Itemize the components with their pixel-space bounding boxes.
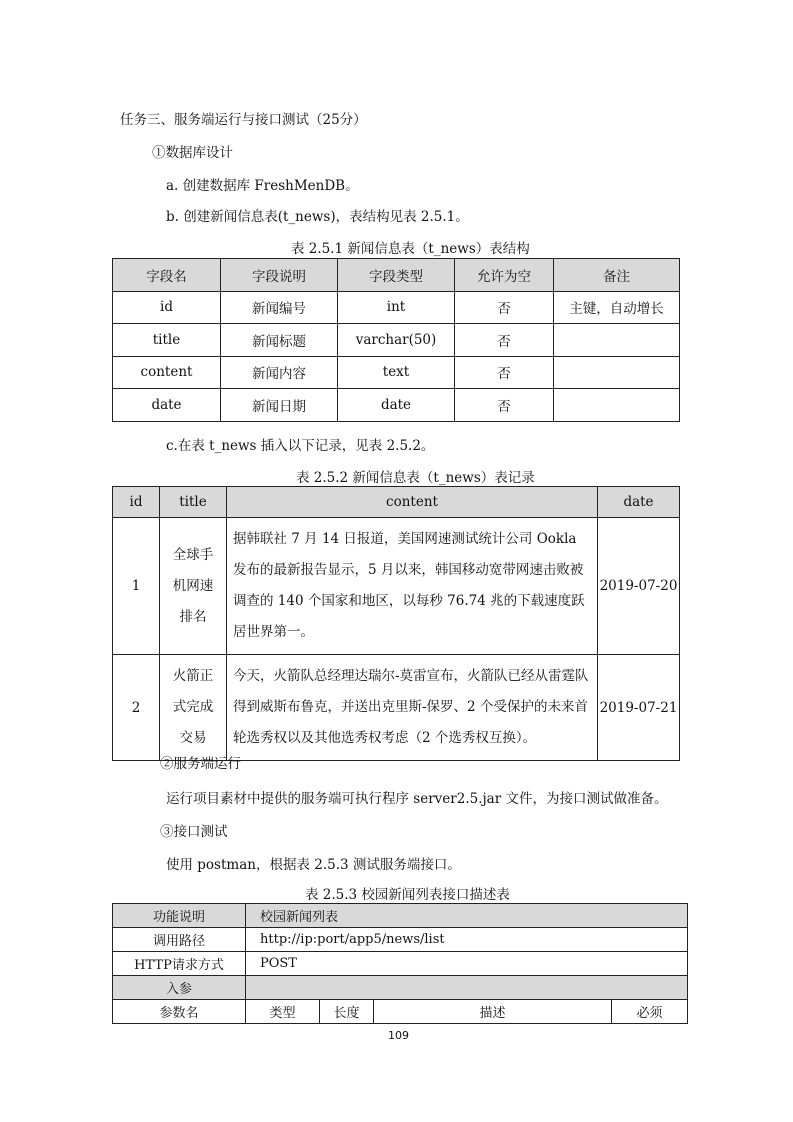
path-label: 调用路径	[113, 928, 246, 952]
table-cell: 否	[455, 324, 554, 357]
table-row	[113, 324, 680, 357]
section-heading-server: ②服务端运行	[160, 756, 241, 772]
table-cell: id	[113, 291, 221, 324]
table-row	[113, 1000, 688, 1024]
table2-caption: 表 2.5.2 新闻信息表（t_news）表记录	[296, 470, 535, 486]
record-title: 火箭正式完成交易	[172, 668, 214, 746]
column-header: id	[113, 487, 160, 518]
column-header: 字段说明	[221, 259, 338, 292]
input-spacer	[246, 976, 688, 1000]
page-number: 109	[388, 1029, 409, 1042]
table-cell	[160, 518, 227, 655]
table-cell: title	[113, 324, 221, 357]
table-cell: int	[338, 291, 455, 324]
task-title: 任务三、服务端运行与接口测试（25分）	[120, 112, 367, 128]
step-a: a. 创建数据库 FreshMenDB。	[166, 178, 359, 194]
column-header: 描述	[374, 1000, 612, 1024]
table-cell: 据韩联社 7 月 14 日报道，美国网速测试统计公司 Ookla 发布的最新报告显示，5 月以来，韩国移动宽带网速击败被调查的 140 个国家和地区，以每秒 76.74 兆的下载速度跃居世界第一。	[227, 518, 598, 655]
table-cell: 2019-07-20	[598, 518, 680, 655]
step-c: c.在表 t_news 插入以下记录，见表 2.5.2。	[166, 438, 435, 454]
table-row	[113, 291, 680, 324]
table-cell	[554, 324, 680, 357]
table-header-row	[113, 259, 680, 292]
table-cell: 2019-07-21	[598, 655, 680, 761]
section-heading-db: ①数据库设计	[152, 145, 233, 161]
record-title: 全球手机网速排名	[172, 546, 214, 625]
column-header: title	[160, 487, 227, 518]
table-cell	[554, 389, 680, 422]
table-header-row	[113, 487, 680, 518]
func-label: 功能说明	[113, 904, 246, 928]
table-cell: 主键，自动增长	[554, 291, 680, 324]
section-heading-api: ③接口测试	[160, 824, 228, 840]
column-header: 必须	[612, 1000, 688, 1024]
table-cell: 今天，火箭队总经理达瑞尔-莫雷宣布，火箭队已经从雷霆队得到威斯布鲁克，并送出克里斯-保罗、2 个受保护的未来首轮选秀权以及其他选秀权考虑（2 个选秀权互换）。	[227, 655, 598, 761]
table-cell: 新闻日期	[221, 389, 338, 422]
table-cell: 新闻编号	[221, 291, 338, 324]
table-cell: 否	[455, 389, 554, 422]
table-row	[113, 904, 688, 928]
column-header: 长度	[320, 1000, 374, 1024]
table-news-records	[112, 486, 680, 761]
table-cell: date	[113, 389, 221, 422]
table-cell: 否	[455, 356, 554, 389]
table-news-structure	[112, 258, 680, 422]
table-row	[113, 356, 680, 389]
api-instructions: 使用 postman，根据表 2.5.3 测试服务端接口。	[166, 857, 461, 873]
table-row	[113, 976, 688, 1000]
table-cell: date	[338, 389, 455, 422]
table1-caption: 表 2.5.1 新闻信息表（t_news）表结构	[291, 241, 530, 257]
table-cell: varchar(50)	[338, 324, 455, 357]
input-label: 入参	[113, 976, 246, 1000]
table-cell	[160, 655, 227, 761]
column-header: content	[227, 487, 598, 518]
column-header: date	[598, 487, 680, 518]
table-cell: 新闻内容	[221, 356, 338, 389]
table-cell: 否	[455, 291, 554, 324]
column-header: 允许为空	[455, 259, 554, 292]
column-header: 字段类型	[338, 259, 455, 292]
column-header: 参数名	[113, 1000, 246, 1024]
column-header: 字段名	[113, 259, 221, 292]
table-row	[113, 389, 680, 422]
table-row	[113, 518, 680, 655]
path-value: http://ip:port/app5/news/list	[246, 928, 688, 952]
table-cell: 2	[113, 655, 160, 761]
table-api-description	[112, 903, 688, 1024]
table-cell: text	[338, 356, 455, 389]
method-label: HTTP请求方式	[113, 952, 246, 976]
table-cell	[554, 356, 680, 389]
column-header: 备注	[554, 259, 680, 292]
table-cell: content	[113, 356, 221, 389]
method-value: POST	[246, 952, 688, 976]
table-cell: 1	[113, 518, 160, 655]
step-b: b. 创建新闻信息表(t_news)，表结构见表 2.5.1。	[166, 209, 469, 225]
table3-caption: 表 2.5.3 校园新闻列表接口描述表	[305, 887, 510, 903]
table-row	[113, 928, 688, 952]
table-row	[113, 655, 680, 761]
server-instructions: 运行项目素材中提供的服务端可执行程序 server2.5.jar 文件，为接口测试做准备。	[166, 791, 668, 807]
table-cell: 新闻标题	[221, 324, 338, 357]
func-value: 校园新闻列表	[246, 904, 688, 928]
column-header: 类型	[246, 1000, 320, 1024]
table-row	[113, 952, 688, 976]
